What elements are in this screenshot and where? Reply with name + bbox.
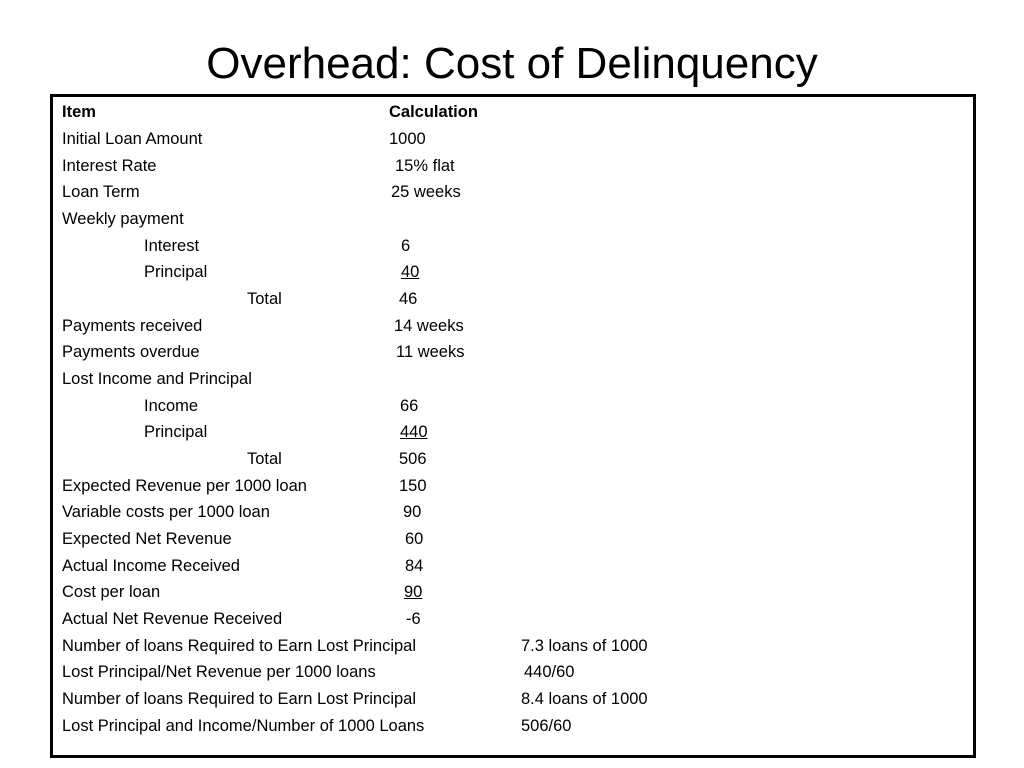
row-value-expected-revenue: 150 [399,477,427,495]
table-row [53,446,973,473]
row-item-principal: Principal [144,263,208,281]
row-value-lost-principal: 440 [400,423,428,441]
row-value-actual-income-received: 84 [405,557,424,575]
table-row [53,526,973,553]
table-row [53,499,973,526]
row-item-actual-income-received: Actual Income Received [62,557,240,575]
row-item-cost-per-loan: Cost per loan [62,583,161,601]
row-value-loan-term: 25 weeks [391,183,461,201]
row-item-weekly-payment: Weekly payment [62,210,184,228]
row-value-income: 66 [400,397,419,415]
row-item-payments-overdue: Payments overdue [62,343,200,361]
table-row [53,606,973,633]
row-item-lost-total: Total [247,450,282,468]
row-item-interest: Interest [144,237,200,255]
table-row [53,579,973,606]
row-value-cost-per-loan: 90 [404,583,423,601]
table-row [53,153,973,180]
table-row [53,339,973,366]
row-value-loans-required-lost-principal: 7.3 loans of 1000 [521,637,648,655]
row-item-total: Total [247,290,282,308]
header-calculation: Calculation [389,103,478,121]
row-value-interest: 6 [401,237,411,255]
row-value-interest-rate: 15% flat [395,157,455,175]
row-value-total: 46 [399,290,418,308]
row-value-payments-received: 14 weeks [394,317,464,335]
table-row [53,419,973,446]
row-item-loan-term: Loan Term [62,183,140,201]
row-item-loans-required-lost-principal: Number of loans Required to Earn Lost Principal [62,637,417,655]
table-row [53,259,973,286]
table-row [53,313,973,340]
header-item: Item [62,103,96,121]
row-value-payments-overdue: 11 weeks [396,343,465,361]
row-item-income: Income [144,397,199,415]
row-value-lost-principal-net-revenue: 440/60 [524,663,575,681]
table-row [53,659,973,686]
row-item-lost-income-and-principal: Lost Income and Principal [62,370,252,388]
table-header-row [53,99,973,126]
table-row [53,686,973,713]
row-value-loans-required-lost-principal-2: 8.4 loans of 1000 [521,690,648,708]
row-item-expected-net-revenue: Expected Net Revenue [62,530,232,548]
row-item-variable-costs: Variable costs per 1000 loan [62,503,270,521]
row-item-lost-principal-and-income: Lost Principal and Income/Number of 1000 Loans [62,717,425,735]
row-value-lost-principal-and-income: 506/60 [521,717,572,735]
table-row [53,473,973,500]
table-row [53,126,973,153]
table-row [53,366,973,393]
table-row [53,286,973,313]
row-value-principal: 40 [401,263,420,281]
row-item-lost-principal: Principal [144,423,208,441]
row-item-expected-revenue: Expected Revenue per 1000 loan [62,477,307,495]
table-row [53,233,973,260]
row-item-actual-net-revenue-received: Actual Net Revenue Received [62,610,283,628]
table-row [53,206,973,233]
row-item-lost-principal-net-revenue: Lost Principal/Net Revenue per 1000 loans [62,663,376,681]
row-value-expected-net-revenue: 60 [405,530,424,548]
row-value-initial-loan-amount: 1000 [389,130,426,148]
table-row [53,553,973,580]
row-item-initial-loan-amount: Initial Loan Amount [62,130,203,148]
row-value-variable-costs: 90 [403,503,422,521]
table-row [53,633,973,660]
row-value-actual-net-revenue-received: -6 [406,610,421,628]
table-row [53,179,973,206]
row-item-interest-rate: Interest Rate [62,157,157,175]
slide-title: Overhead: Cost of Delinquency [206,39,818,88]
table-row [53,393,973,420]
table-row [53,713,973,740]
row-value-lost-total: 506 [399,450,427,468]
calculation-table [50,94,976,758]
row-item-payments-received: Payments received [62,317,203,335]
row-item-loans-required-lost-principal-2: Number of loans Required to Earn Lost Principal [62,690,417,708]
